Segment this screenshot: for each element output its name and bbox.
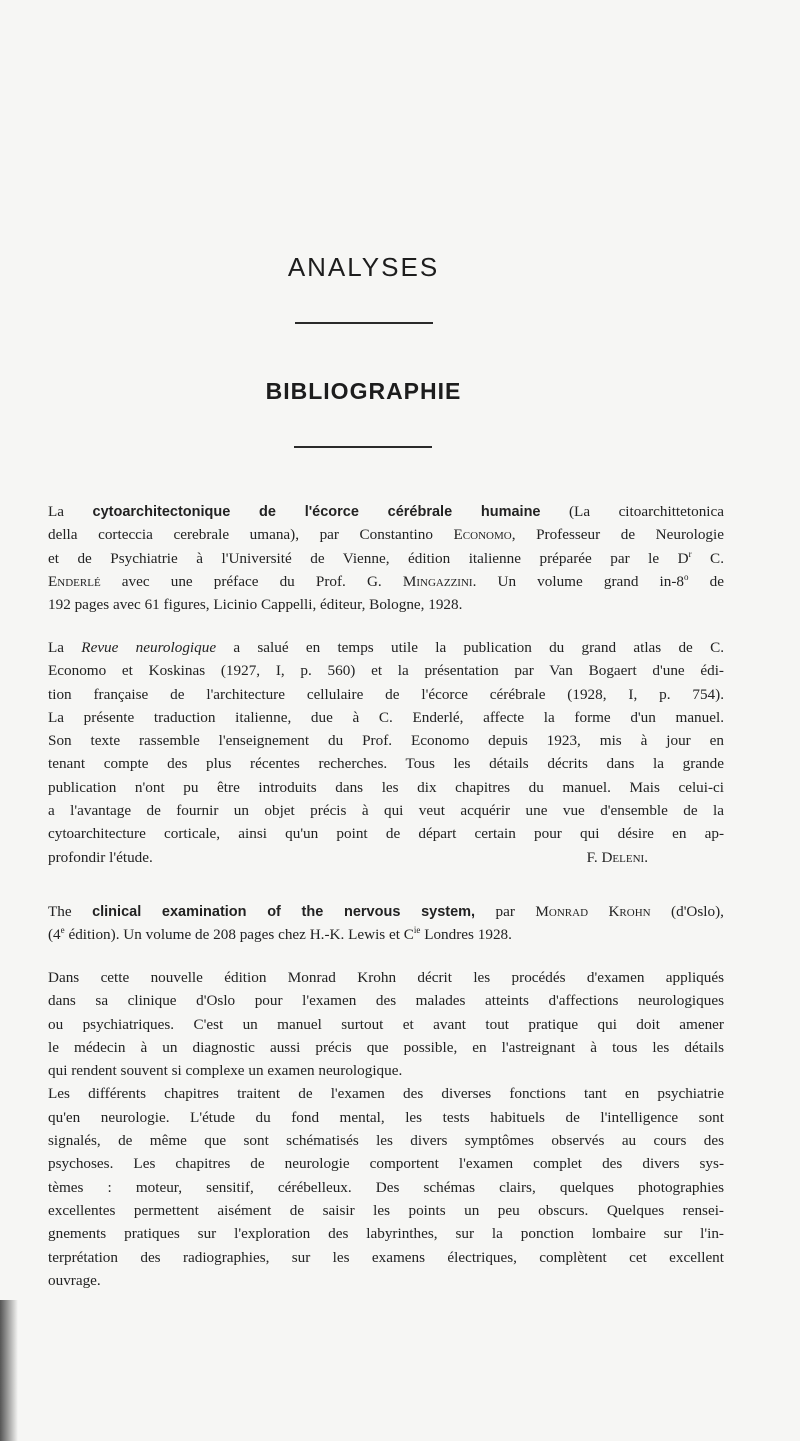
text: (4 — [48, 926, 61, 944]
text: profondir l'étude. — [48, 848, 153, 866]
body-line: La présente traduction italienne, due à C. Enderlé, affecte la forme d'un manuel. — [48, 708, 724, 726]
text: (La citoarchittetonica — [540, 503, 724, 520]
text: a salué en temps utile la publication du grand atlas de C. — [216, 639, 724, 656]
body-line: gnements pratiques sur l'exploration des labyrinthes, sur la ponction lombaire sur l'in- — [48, 1225, 724, 1243]
body-line: Les différents chapitres traitent de l'examen des diverses fonctions tant en psychiatrie — [48, 1085, 724, 1103]
text: 192 pages avec 61 figures, Licinio Cappelli, éditeur, Bologne, 1928. — [48, 596, 463, 614]
body-line — [48, 636, 724, 659]
text: The — [48, 903, 93, 920]
author-name: Enderlé — [48, 572, 101, 590]
superscript: ie — [413, 925, 421, 936]
body-line: excellentes permettent aisément de saisir les points un peu obscurs. Quelques rensei- — [48, 1201, 724, 1219]
body-line: Dans cette nouvelle édition Monrad Krohn décrit les procédés d'examen appliqués — [48, 969, 724, 986]
body-line: qu'en neurologie. L'étude du fond mental, les tests habituels de l'intelligence sont — [48, 1108, 724, 1126]
citation-line — [48, 900, 724, 923]
text: (d'Oslo), — [650, 903, 724, 920]
subtitle-rule — [294, 446, 432, 448]
book-title: clinical examination of the nervous system, — [92, 904, 476, 920]
section-title: ANALYSES — [287, 252, 440, 282]
superscript: o — [684, 571, 689, 582]
citation-line — [48, 523, 724, 546]
text: édition). Un volume de 208 pages chez H.-K. Lewis et C — [64, 926, 414, 944]
review-2-body — [48, 966, 724, 1292]
body-line: a l'avantage de fournir un objet précis à qui veut acquérir une vue d'ensemble de la — [48, 802, 724, 820]
body-line: Economo et Koskinas (1927, I, p. 560) et la présentation par Van Bogaert d'une édi- — [48, 662, 724, 680]
section-subtitle: BIBLIOGRAPHIE — [265, 378, 462, 404]
text: , Professeur de Neurologie — [511, 526, 724, 544]
text: avec une préface du Prof. G. — [100, 572, 403, 590]
text: et de Psychiatrie à l'Université de Vienne, édition italienne préparée par le D — [48, 549, 689, 567]
body-line: le médecin à un diagnostic aussi précis que possible, en l'astreignant à tous les détails — [48, 1038, 724, 1056]
text: . Un volume grand in-8 — [472, 572, 685, 590]
text: de — [688, 572, 724, 590]
body-line — [48, 846, 724, 869]
citation-line — [48, 547, 724, 570]
text: par — [475, 903, 536, 920]
body-line: ou psychiatriques. C'est un manuel surtout et avant tout pratique qui doit amener — [48, 1015, 724, 1033]
body-line: cytoarchitecture corticale, ainsi qu'un point de départ certain pour qui désire en ap- — [48, 825, 724, 843]
text: della corteccia cerebrale umana), par Constantino — [48, 526, 454, 544]
book-title: cytoarchitectonique de l'écorce cérébrale humaine — [92, 504, 541, 520]
citation-line — [48, 593, 724, 616]
author-name: Monrad Krohn — [535, 903, 651, 920]
review-1-body — [48, 636, 724, 869]
text: La — [48, 639, 82, 656]
body-line: Son texte rassemble l'enseignement du Prof. Economo depuis 1923, mis à jour en — [48, 732, 724, 750]
body-line: psychoses. Les chapitres de neurologie comportent l'examen complet des divers sys- — [48, 1155, 724, 1173]
journal-title: Revue neurologique — [81, 639, 217, 656]
body-line: terprétation des radiographies, sur les examens électriques, complètent cet excellent — [48, 1248, 724, 1266]
page-edge-shadow — [0, 1300, 18, 1441]
body-line: tenant compte des plus récentes recherches. Tous les détails décrits dans la grande — [48, 755, 724, 773]
author-name: Mingazzini — [402, 572, 473, 590]
text: La — [48, 503, 93, 520]
body-line: ouvrage. — [48, 1271, 101, 1289]
review-1-citation — [48, 500, 724, 616]
citation-line — [48, 500, 724, 523]
body-line: signalés, de même que sont schématisés les divers symptômes observés au cours des — [48, 1132, 724, 1150]
text: Londres 1928. — [420, 926, 512, 944]
review-2-citation — [48, 900, 724, 947]
body-line: publication n'ont pu être introduits dans les dix chapitres du manuel. Mais celui-ci — [48, 778, 724, 796]
author-name: Economo — [453, 526, 512, 544]
body-line: qui rendent souvent si complexe un examen neurologique. — [48, 1062, 403, 1080]
text: C. — [691, 549, 724, 567]
body-line: dans sa clinique d'Oslo pour l'examen des malades atteints d'affections neurologiques — [48, 992, 724, 1010]
superscript: e — [60, 925, 65, 936]
body-line: tion française de l'architecture cellulaire de l'écorce cérébrale (1928, I, p. 754). — [48, 685, 724, 703]
citation-line — [48, 570, 724, 593]
signature: F. Deleni. — [586, 848, 648, 866]
citation-line — [48, 923, 724, 946]
body-line: tèmes : moteur, sensitif, cérébelleux. Des schémas clairs, quelques photographies — [48, 1178, 724, 1196]
superscript: r — [688, 548, 692, 559]
title-rule — [295, 322, 433, 324]
